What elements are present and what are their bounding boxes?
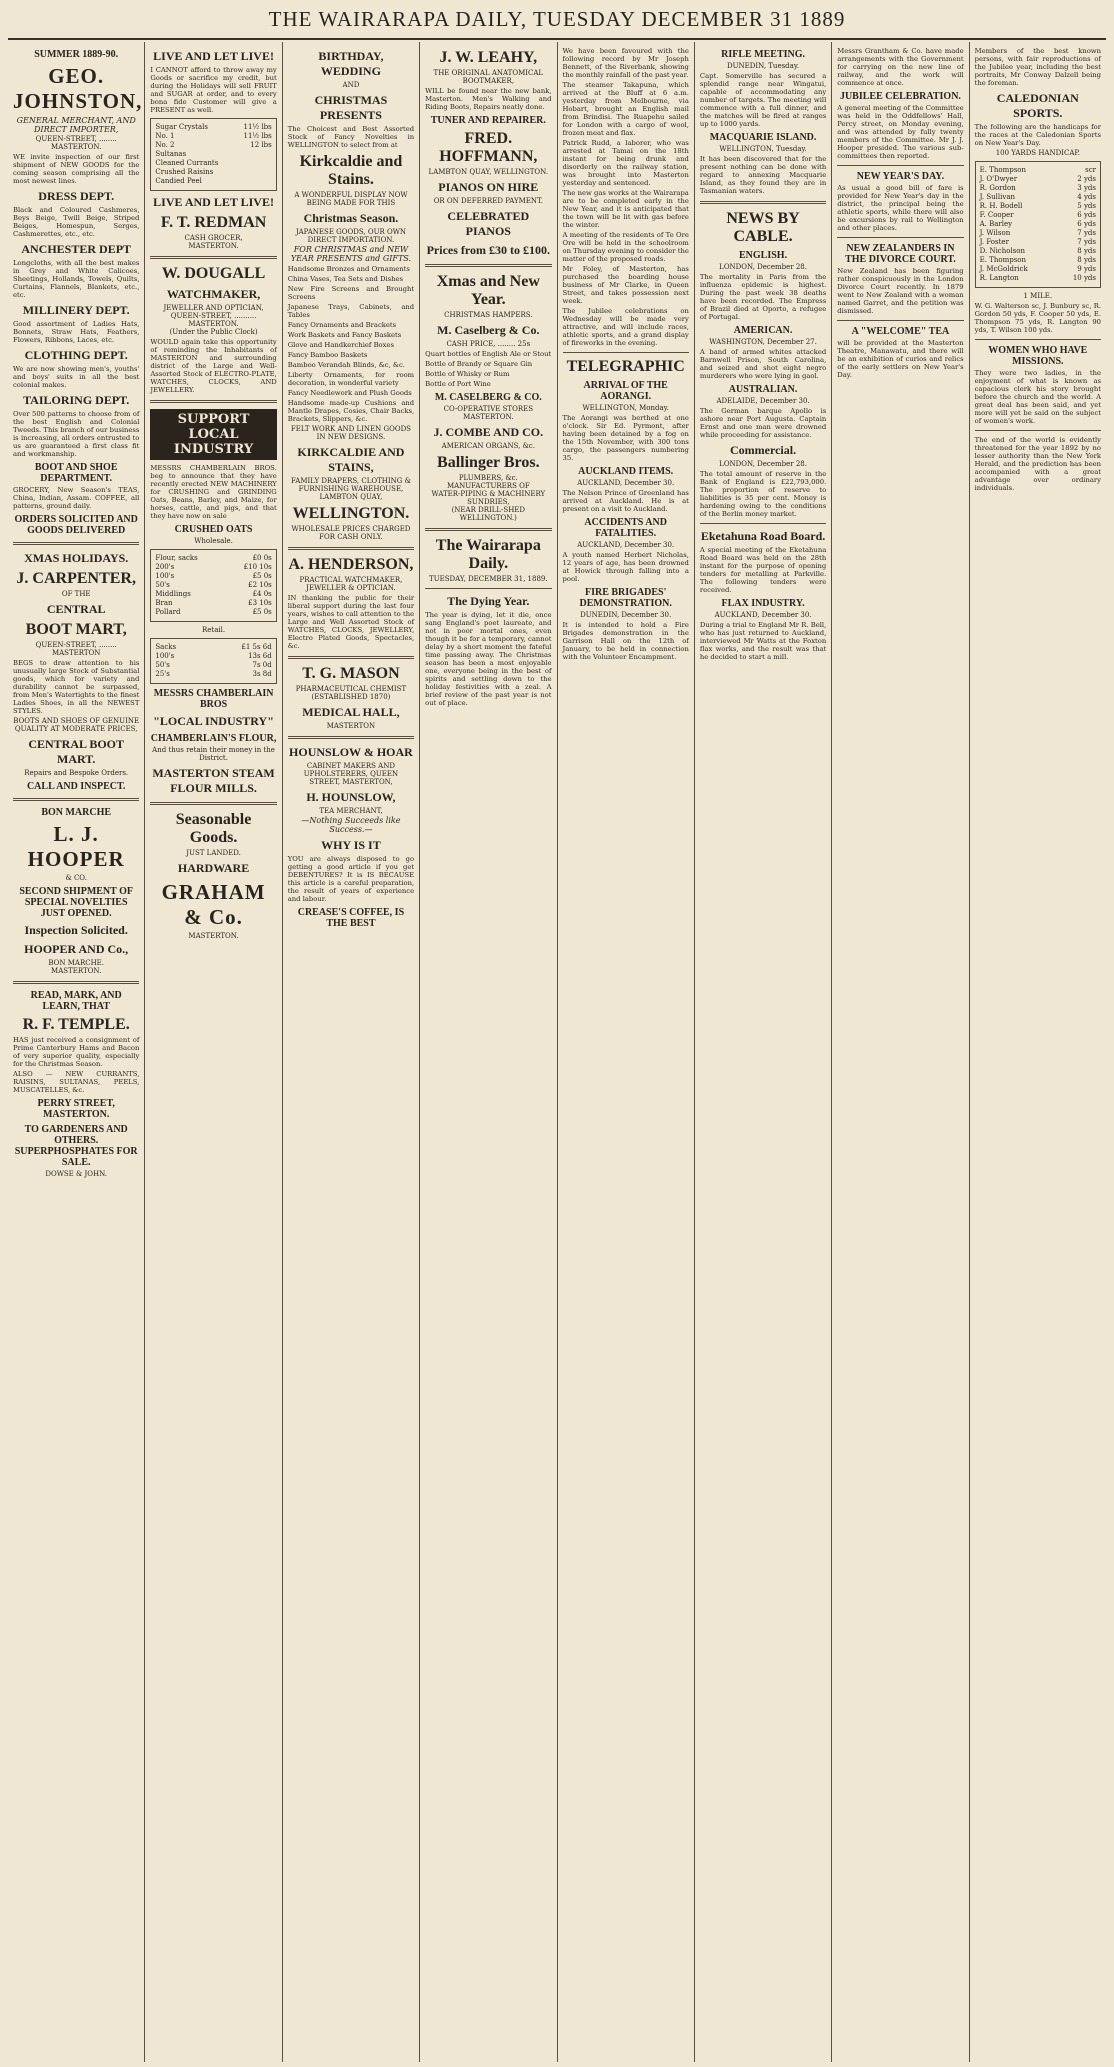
fire-text: It is intended to hold a Fire Brigades demonstration in the Garrison Hall on the 12th of January, to be held in connection with the Volunteer Encampment. xyxy=(562,621,689,661)
auckland-heading: AUCKLAND ITEMS. xyxy=(578,466,674,477)
macquarie-location: WELLINGTON, Tuesday. xyxy=(719,145,807,153)
arrival-text: The Aorangi was berthed at one o'clock. Sir Ed. Pyrmont, after having been detained by a fog on the 15th November, with 300 tons cargo, the passengers numbering 35. xyxy=(562,414,689,462)
divider xyxy=(563,352,689,353)
bon-marche-2: BON MARCHE. xyxy=(48,959,105,967)
table-row: F. Cooper 6 yds xyxy=(979,211,1096,219)
women-text: They were two ladies, in the enjoyment of what is known as capacious clerk his story brought before the church and the world. A great deal has been said, and yet more will yet be said on the subject of women's work. xyxy=(974,369,1101,425)
choicest-text: The Choicest and Best Assorted Stock of Fancy Novelties in WELLINGTON to select from at xyxy=(287,125,415,149)
leahy-text: WILL be found near the new bank, Masterton. Men's Walking and Riding Boots, Repairs neatly done. xyxy=(425,87,552,111)
celebrated-pianos: CELEBRATED PIANOS xyxy=(447,209,530,238)
price-row: Crushed Raisins xyxy=(155,168,214,176)
water-piping-line: WATER-PIPING & MACHINERY SUNDRIES, xyxy=(431,490,546,506)
price-row: 100's £5 0s xyxy=(155,572,272,580)
temple-also: ALSO — NEW CURRANTS, RAISINS, SULTANAS, PEELS, MUSCATELLES, &c. xyxy=(13,1070,140,1094)
caledonian-text: The following are the handicaps for the races at the Caledonian Sports on New Year's Day. xyxy=(974,123,1101,147)
divider xyxy=(425,588,551,589)
price-row: Sugar Crystals 11½ lbs xyxy=(155,123,272,131)
english-heading: ENGLISH. xyxy=(739,250,788,261)
macquarie-heading: MACQUARIE ISLAND. xyxy=(709,132,817,143)
dowse-john: DOWSE & JOHN. xyxy=(45,1170,108,1178)
lambton-quay: LAMBTON QUAY, xyxy=(319,493,383,501)
gift-item: Work Baskets and Fancy Baskets xyxy=(287,331,402,339)
cash-price: CASH PRICE, ........ 25s xyxy=(446,340,531,348)
coop-location: MASTERTON. xyxy=(463,413,514,421)
american-text: A band of armed whites attacked Barnwell Prison, South Carolina, and seized and shot eight negro murderers who were lying in gaol. xyxy=(699,348,827,380)
divorce-heading: NEW ZEALANDERS IN THE DIVORCE COURT. xyxy=(845,243,956,265)
henderson-name: A. HENDERSON, xyxy=(288,556,414,573)
hooper-name-2: HOOPER AND Co., xyxy=(24,942,129,956)
wholesale-note: WHOLESALE PRICES CHARGED FOR CASH ONLY. xyxy=(291,525,411,541)
commercial-text: The total amount of reserve in the Bank of England is £22,793,000. The proportion of reserve to liabilities is 35 per cent. Money is hardening owing to the conditions of the Berlin money market. xyxy=(699,470,827,518)
hooper-name: L. J. HOOPER xyxy=(27,822,125,871)
masthead xyxy=(0,0,1114,38)
hounslow-2-heading: H. HOUNSLOW, xyxy=(306,790,396,804)
price-row: Candied Peel xyxy=(155,177,202,185)
table-row: D. Nicholson 8 yds xyxy=(979,247,1096,255)
arrival-heading: ARRIVAL OF THE AORANGI. xyxy=(583,380,668,402)
auckland-text: The Nelson Prince of Greenland has arrived at Auckland. He is at present on a visit to Auckland. xyxy=(562,489,689,513)
commercial-heading: Commercial. xyxy=(730,443,797,457)
columns xyxy=(8,42,1106,2062)
merchant-subtitle: GENERAL MERCHANT, AND DIRECT IMPORTER, xyxy=(16,116,136,134)
call-inspect: CALL AND INSPECT. xyxy=(26,781,126,792)
hamper-item: Bottle of Brandy or Square Gin xyxy=(425,360,533,368)
central-boot-mart: CENTRAL BOOT MART. xyxy=(28,737,125,766)
graham-location: MASTERTON. xyxy=(188,932,239,940)
divider xyxy=(425,528,551,531)
henderson-subtitle: PRACTICAL WATCHMAKER, JEWELLER & OPTICIAN. xyxy=(299,576,403,592)
merchant-location: QUEEN-STREET, ........ MASTERTON. xyxy=(35,135,117,151)
news-by-cable-heading: NEWS BY CABLE. xyxy=(726,210,800,245)
family-drapers: FAMILY DRAPERS, CLOTHING & FURNISHING WAREHOUSE, xyxy=(291,477,411,493)
jubilee-text: A general meeting of the Committee was held in the Oddfellows' Hall, Percy street, on Monday evening, and was attended by fully twenty members of the Committee. Mr J. J. Hooper presided. The various sub-committees then reported. xyxy=(837,104,964,160)
handicaps-table xyxy=(975,161,1101,288)
mills-heading: MASTERTON STEAM FLOUR MILLS. xyxy=(152,766,275,795)
wholesale-label: Wholesale. xyxy=(194,537,233,545)
mason-location: MASTERTON xyxy=(326,722,376,730)
american-heading: AMERICAN. xyxy=(733,325,793,336)
manchester-heading: ANCHESTER DEPT xyxy=(21,242,132,256)
gift-item: New Fire Screens and Brought Screens xyxy=(287,285,415,301)
hounslow-subtitle: CABINET MAKERS AND UPHOLSTERERS, QUEEN STREET, MASTERTON, xyxy=(303,762,399,786)
kirkcaldie-heading-2: KIRKCALDIE AND STAINS, xyxy=(297,445,405,474)
welcome-text: will be provided at the Masterton Theatre, Manawatu, and there will be an exhibition of curios and relics of the early settlers on New Year's Day. xyxy=(837,339,964,379)
mile-text: W. G. Walterson sc, J. Bunbury sc, R. Gordon 50 yds, F. Cooper 50 yds, E. Thompson 75 yds, R. Langton 90 yds, T. Wilson 100 yds. xyxy=(974,302,1101,334)
dress-heading: DRESS DEPT. xyxy=(38,189,115,203)
leahy-subtitle: THE ORIGINAL ANATOMICAL BOOTMAKER, xyxy=(433,69,544,85)
bon-marche-heading: BON MARCHE xyxy=(41,807,112,818)
macquarie-text: It has been discovered that for the present nothing can be done with regard to annexing Macquarie Island, as they found they are in Tasmanian waters. xyxy=(699,155,827,195)
divider xyxy=(975,339,1101,340)
hamper-item: Bottle of Whisky or Rum xyxy=(425,370,510,378)
masthead-title: THE WAIRARAPA DAILY, TUESDAY DECEMBER 31 1889 xyxy=(268,7,846,31)
organs-line: AMERICAN ORGANS, &c. xyxy=(441,442,535,450)
news-item: The steamer Takapuna, which arrived at the Bluff at 6 a.m. yesterday from Melbourne, via Hobart, brought an English mail from Brindisi. The Ruapehu sailed for London with a cargo of wool, frozen meat and flax. xyxy=(562,81,689,137)
gift-item: Handsome made-up Cushions and Mantle Drapes, Cosies, Chair Backs, Brackets, Slippers, &c. xyxy=(287,399,415,423)
dougall-name: W. DOUGALL xyxy=(161,265,266,282)
price-row: Cleaned Currants xyxy=(155,159,219,167)
divider xyxy=(700,523,826,524)
divider xyxy=(288,547,414,550)
accidents-heading: ACCIDENTS AND FATALITIES. xyxy=(584,517,667,539)
table-row: R. Langton 10 yds xyxy=(979,274,1096,282)
divider xyxy=(700,201,826,204)
price-row: No. 1 11½ lbs xyxy=(155,132,272,140)
price-row: Bran £3 10s xyxy=(155,599,272,607)
divider xyxy=(13,542,139,545)
auckland-location: AUCKLAND, December 30. xyxy=(577,479,675,487)
american-location: WASHINGTON, December 27. xyxy=(709,338,817,346)
telegraphic-heading: TELEGRAPHIC xyxy=(566,358,685,375)
boot-mart-heading: BOOT MART, xyxy=(25,621,127,638)
boots-line: BOOTS AND SHOES OF GENUINE QUALITY AT MODERATE PRICES, xyxy=(13,717,140,733)
column-2 xyxy=(145,42,282,2062)
japanese-line: JAPANESE GOODS, OUR OWN DIRECT IMPORTATION. xyxy=(295,228,407,244)
divider xyxy=(975,430,1101,431)
news-item: The Jubilee celebrations on Wednesday will be made very attractive, and will include races, athletic sports, and a grand display of fireworks in the evening. xyxy=(562,307,689,347)
manchester-text: Longcloths, with all the best makes in Grey and White Calicoes, Sheetings, Hollands, Towels, Quilts, Curtains, Flannels, Blankets, etc., etc. xyxy=(13,259,140,299)
australian-location: ADELAIDE, December 30. xyxy=(716,397,810,405)
gift-item: Japanese Trays, Cabinets, and Tables xyxy=(287,303,415,319)
tailoring-heading: TAILORING DEPT. xyxy=(23,393,130,407)
crushed-oats: CRUSHED OATS xyxy=(174,524,253,535)
graham-name: GRAHAM & Co. xyxy=(161,880,266,929)
australian-text: The German barque Apollo is ashore near Port Augusta. Captain Ernst and one man were drowned while proceeding for assistance. xyxy=(699,407,827,439)
why-heading: WHY IS IT xyxy=(321,838,381,852)
boot-mart-text: BEGS to draw attention to his unusually large Stock of Substantial goods, which for variety and durability cannot be surpassed, from Men's Watertights to the finest Ladies Shoes, in all the NEWEST STYLES. xyxy=(13,659,140,715)
table-row: E. Thompson 8 yds xyxy=(979,256,1096,264)
read-mark-heading: READ, MARK, AND LEARN, THAT xyxy=(30,990,122,1012)
piano-prices: Prices from £30 to £100. xyxy=(426,243,551,257)
divider xyxy=(837,237,963,238)
news-item: Patrick Rudd, a laborer, who was arrested at Tamai on the 18th instant for being drunk and disorderly on the railway station, was brought into Masterton yesterday and sentenced. xyxy=(562,139,689,187)
dress-text: Black and Coloured Cashmeres, Beys Beige, Twill Beige, Striped Beiges, Homespun, Serges, Cashmerettes, etc., etc. xyxy=(13,206,140,238)
chamberlain-flour: CHAMBERLAIN'S FLOUR, xyxy=(150,733,277,744)
welcome-heading: A "WELCOME" TEA xyxy=(851,326,950,337)
table-row: R. H. Bodell 5 yds xyxy=(979,202,1096,210)
inspection-line: Inspection Solicited. xyxy=(24,923,128,937)
top-text: Members of the best known persons, with fair reproductions of the Jubilee year, including the best portraits, Mr Conway Dalzell being the foreman. xyxy=(974,47,1101,87)
merchant-name: GEO. JOHNSTON, xyxy=(13,64,143,113)
paper-date: TUESDAY, DECEMBER 31, 1889. xyxy=(429,575,548,583)
live-text: I CANNOT afford to throw away my Goods or sacrifice my credit, but during the Holidays will sell FRUIT and SUGAR at order, and to every bona fide Customer will give a PRESENT as well. xyxy=(150,66,277,114)
gift-item: China Vases, Tea Sets and Dishes xyxy=(287,275,403,283)
temple-name: R. F. TEMPLE. xyxy=(22,1016,130,1033)
editorial-heading: The Dying Year. xyxy=(447,594,530,608)
price-row: 50's £2 10s xyxy=(155,581,272,589)
table-row: J. Wilson 7 yds xyxy=(979,229,1096,237)
clothing-heading: CLOTHING DEPT. xyxy=(24,348,128,362)
news-item: A meeting of the residents of Te Ore Ore will be held in the schoolroom on Thursday evening to consider the matter of the proposed roads. xyxy=(562,231,689,263)
english-text: The mortality in Paris from the influenza epidemic is highest. During the past week 38 deaths have been recorded. The Empress of Brazil died at Oporto, a refugee of Portugal. xyxy=(699,273,827,321)
gift-item: Glove and Handkerchief Boxes xyxy=(287,341,394,349)
column-8 xyxy=(970,42,1106,2062)
redman-name: F. T. REDMAN xyxy=(160,214,267,231)
column-3 xyxy=(283,42,420,2062)
news-item: The new gas works at the Wairarapa are to be completed early in the New Year, and it is anticipated that the town will be lit with gas before the winter. xyxy=(562,189,689,229)
deferred-payment: OR ON DEFERRED PAYMENT. xyxy=(433,197,543,205)
christmas-heading: CHRISTMAS PRESENTS xyxy=(314,93,388,122)
column-1 xyxy=(8,42,145,2062)
perry-street: PERRY STREET, MASTERTON. xyxy=(37,1098,115,1120)
felt-line: FELT WORK AND LINEN GOODS IN NEW DESIGNS. xyxy=(290,425,411,441)
clothing-text: We are now showing men's, youths' and boys' suits in all the best colonial makes. xyxy=(13,365,140,389)
news-intro: We have been favoured with the following record by Mr Joseph Bennett, of the Riverbank, showing the monthly rainfall of the past year. xyxy=(562,47,689,79)
hampers-heading: CHRISTMAS HAMPERS. xyxy=(444,311,533,319)
wellington-heading: WELLINGTON. xyxy=(292,505,410,522)
hamper-item: Quart bottles of English Ale or Stout xyxy=(425,350,552,358)
gift-item: Bamboo Verandah Blinds, &c, &c. xyxy=(287,361,405,369)
xmas-heading: XMAS HOLIDAYS. xyxy=(24,551,129,565)
retail-prices xyxy=(150,638,276,684)
kirkcaldie-heading: Kirkcaldie and Stains. xyxy=(299,153,403,188)
flax-location: AUCKLAND, December 30. xyxy=(714,611,812,619)
plumbers-line: PLUMBERS, &c. xyxy=(458,474,518,482)
millinery-text: Good assortment of Ladies Hats, Bonnets, Straw Hats, Feathers, Flowers, Ribbons, Laces, etc. xyxy=(13,320,140,344)
board-text: A special meeting of the Eketahuna Road Board was held on the 28th instant for the purpose of opening tenders for metalling at Parkville. The following tenders were received. xyxy=(699,546,827,594)
nothing-succeeds: —Nothing Succeeds like Success.— xyxy=(301,816,401,834)
mason-established: (ESTABLISHED 1870) xyxy=(311,693,391,701)
column-5 xyxy=(558,42,695,2062)
price-row: No. 2 12 lbs xyxy=(155,141,272,149)
support-local-banner: SUPPORT LOCAL INDUSTRY xyxy=(150,409,276,460)
hooper-co: & CO. xyxy=(65,874,87,882)
for-xmas-line: FOR CHRISTMAS and NEW YEAR PRESENTS and GIFTS. xyxy=(290,245,412,263)
rifle-heading: RIFLE MEETING. xyxy=(721,49,806,60)
divider xyxy=(837,320,963,321)
column-6 xyxy=(695,42,832,2062)
temple-text: HAS just received a consignment of Prime Canterbury Hams and Bacon of very superior quality, especially for the Christmas Season. xyxy=(13,1036,140,1068)
price-row: Flour, sacks £0 0s xyxy=(155,554,272,562)
price-row: 25's 3s 8d xyxy=(155,670,272,678)
english-location: LONDON, December 28. xyxy=(719,263,807,271)
tailoring-text: Over 500 patterns to choose from of the best English and Colonial Tweeds. This branch of our business is increasing, all orders entrusted to us are guaranteed a first class fit and workmanship. xyxy=(13,410,140,458)
news-item: Mr Foley, of Masterton, has purchased the boarding house business of Mr Clarke, in Queen Street, and takes possession next week. xyxy=(562,265,689,305)
coop-stores: CO-OPERATIVE STORES xyxy=(443,405,534,413)
ballinger-name: Ballinger Bros. xyxy=(437,454,540,471)
hoffmann-name: FRED. HOFFMANN, xyxy=(439,130,538,165)
hamper-item: Bottle of Port Wine xyxy=(425,380,491,388)
caselberg-name: M. Caselberg & Co. xyxy=(437,323,540,337)
boot-mart-location: QUEEN-STREET, ........ MASTERTON xyxy=(35,641,117,657)
gift-item: Liberty Ornaments, for room decoration, in wonderful variety xyxy=(287,371,415,387)
divider xyxy=(288,656,414,659)
dougall-text: WOULD again take this opportunity of reminding the Inhabitants of MASTERTON and surrounding district of the Large and Well-Assorted Stock of ELECTRO-PLATE, WATCHES, CLOCKS, AND JEWELLERY. xyxy=(150,338,277,394)
wholesale-prices xyxy=(150,549,276,622)
manufacturers-line: MANUFACTURERS OF xyxy=(446,482,530,490)
pianos-hire: PIANOS ON HIRE xyxy=(438,180,539,194)
medical-hall: MEDICAL HALL, xyxy=(302,705,400,719)
divider xyxy=(150,802,276,805)
women-heading: WOMEN WHO HAVE MISSIONS. xyxy=(988,345,1088,367)
dougall-jeweller: JEWELLER AND OPTICIAN, xyxy=(163,304,264,312)
mason-subtitle: PHARMACEUTICAL CHEMIST xyxy=(295,685,407,693)
masthead-rule xyxy=(8,38,1106,40)
divider xyxy=(13,798,139,801)
merchant-intro: WE invite inspection of our first shipment of NEW GOODS for the coming season comprising all the most newest lines. xyxy=(13,153,140,185)
millinery-heading: MILLINERY DEPT. xyxy=(22,303,130,317)
grocery-text: GROCERY, New Season's TEAS, China, Indian, Assam. COFFEE, all patterns, ground daily. xyxy=(13,486,140,510)
divorce-text: New Zealand has been figuring rather conspicuously in the London Divorce Court recently. In 1879 went to New Zealand with a woman named Garret, and the petition was dismissed. xyxy=(837,267,964,315)
retain-line: And thus retain their money in the District. xyxy=(152,746,275,762)
hardware-heading: HARDWARE xyxy=(177,861,250,875)
paper-name: The Wairarapa Daily. xyxy=(435,537,541,572)
table-row: J. Sullivan 4 yds xyxy=(979,193,1096,201)
dougall-clock: (Under the Public Clock) xyxy=(169,328,258,336)
boot-dept-heading: BOOT AND SHOE DEPARTMENT. xyxy=(34,462,118,484)
price-row: Middlings £4 0s xyxy=(155,590,272,598)
retail-label: Retail. xyxy=(202,626,226,634)
shipment-heading: SECOND SHIPMENT OF SPECIAL NOVELTIES JUST OPENED. xyxy=(19,886,134,919)
combe-name: J. COMBE AND CO. xyxy=(433,425,544,439)
new-year-heading: NEW YEAR'S DAY. xyxy=(856,171,945,182)
sugar-prices xyxy=(150,118,276,191)
accidents-text: A youth named Herbert Nicholas, 12 years of age, has been drowned at Howick through falling into a pool. xyxy=(562,551,689,583)
coffee-line: CREASE'S COFFEE, IS THE BEST xyxy=(297,907,405,929)
divider xyxy=(288,736,414,739)
season-line: Christmas Season. xyxy=(303,211,399,225)
just-landed: JUST LANDED. xyxy=(186,849,241,857)
caselberg-name-2: M. CASELBERG & CO. xyxy=(434,392,542,403)
orders-line: ORDERS SOLICITED AND GOODS DELIVERED xyxy=(14,514,138,536)
column-7 xyxy=(832,42,969,2062)
table-row: J. McGoldrick 9 yds xyxy=(979,265,1096,273)
new-year-text: As usual a good bill of fare is provided for New Year's day in the district, the principal being the athletic sports, while there will also be excursions by rail to Wellington and other places. xyxy=(837,184,964,232)
editorial-text: The year is dying, let it die, once sang England's poet laureate, and not in poor mortal ones, even though it be for a temporary, cannot delay by a short moment the fateful time passing away. The Christmas season has been a most enjoyable one, everyone being in the best of spirits and settling down to the holiday festivities with a zeal. A brief review of the past year is not out of place. xyxy=(425,611,552,707)
redman-location: MASTERTON. xyxy=(188,242,239,250)
gardeners-heading: TO GARDENERS AND OTHERS. SUPERPHOSPHATES FOR SALE. xyxy=(14,1124,138,1168)
top-text: Messrs Grantham & Co. have made arrangements with the Government for carrying on the new line of railway, and the work will commence at once. xyxy=(837,47,964,87)
price-row: 200's £10 10s xyxy=(155,563,272,571)
xmas-new-year: Xmas and New Year. xyxy=(436,273,540,308)
price-row: Sultanas xyxy=(155,150,187,158)
tuner-heading: TUNER AND REPAIRER. xyxy=(430,115,546,126)
why-text: YOU are always disposed to go getting a good article if you get DEBENTURES? It is IS BECAUSE this article is a careful preparation, the result of years of experience and labour. xyxy=(287,855,415,903)
chamberlain-heading: MESSRS CHAMBERLAIN BROS xyxy=(153,688,274,710)
carpenter-central: CENTRAL xyxy=(46,602,106,616)
ballinger-location: (NEAR DRILL-SHED WELLINGTON.) xyxy=(451,506,526,522)
board-heading: Eketahuna Road Board. xyxy=(700,529,826,543)
caledonian-heading: CALEDONIAN SPORTS. xyxy=(996,91,1079,120)
support-text: MESSRS CHAMBERLAIN BROS. beg to announce that they have recently erected NEW MACHINERY for CRUSHING and GRINDING Oats, Beans, Barley, and Maize, for horses, cattle, and pigs, and that they have now on sale xyxy=(150,464,277,520)
divider xyxy=(13,981,139,984)
rifle-location: DUNEDIN, Tuesday. xyxy=(727,62,800,70)
henderson-text: IN thanking the public for their liberal support during the last four years, wishes to call attention to the Large and Well Assorted Stock of WATCHES, CLOCKS, JEWELLERY, Electro Plated Goods, Spectacles, &c. xyxy=(287,594,415,650)
table-row: J. O'Dwyer 2 yds xyxy=(979,175,1096,183)
divider xyxy=(425,264,551,267)
table-row: R. Gordon 3 yds xyxy=(979,184,1096,192)
table-row: A. Barley 6 yds xyxy=(979,220,1096,228)
gift-item: Fancy Bamboo Baskets xyxy=(287,351,368,359)
fire-heading: FIRE BRIGADES' DEMONSTRATION. xyxy=(579,587,672,609)
commercial-location: LONDON, December 28. xyxy=(719,460,807,468)
price-row: Sacks £1 5s 6d xyxy=(155,643,272,651)
arrival-location: WELLINGTON, Monday. xyxy=(582,404,669,412)
flax-text: During a trial to England Mr R. Bell, who has just returned to Auckland, interviewed Mr Watts at the Foxton flax works, and the result was that he decided to start a mill. xyxy=(699,621,827,661)
gift-item: Fancy Needlework and Plush Goods xyxy=(287,389,412,397)
dougall-location: QUEEN-STREET, .......... MASTERTON. xyxy=(170,312,257,328)
carpenter-name: J. CARPENTER, xyxy=(16,570,136,587)
gift-item: Fancy Ornaments and Brackets xyxy=(287,321,397,329)
fire-location: DUNEDIN, December 30. xyxy=(580,611,672,619)
hounslow-heading: HOUNSLOW & HOAR xyxy=(289,745,413,759)
carpenter-of-the: OF THE xyxy=(61,590,91,598)
redman-subtitle: CASH GROCER, xyxy=(184,234,243,242)
handicaps-heading: 100 YARDS HANDICAP. xyxy=(995,149,1080,157)
live-heading: LIVE AND LET LIVE! xyxy=(153,49,274,63)
accidents-location: AUCKLAND, December 30. xyxy=(577,541,675,549)
hooper-location: MASTERTON. xyxy=(51,967,102,975)
divider xyxy=(150,256,276,259)
column-4 xyxy=(420,42,557,2062)
table-row: J. Foster 7 yds xyxy=(979,238,1096,246)
divider xyxy=(150,400,276,403)
seasonable-heading: Seasonable Goods. xyxy=(175,811,252,846)
rifle-text: Capt. Somerville has secured a splendid range near Wingatui, capable of accommodating any number of targets. The meeting will commence with a full dinner, and the matches will be fired at ranges up to 1000 yards. xyxy=(699,72,827,128)
australian-heading: AUSTRALIAN. xyxy=(728,384,798,395)
mason-name: T. G. MASON xyxy=(302,665,400,682)
price-row: Pollard £5 0s xyxy=(155,608,272,616)
mile-heading: 1 MILE. xyxy=(1023,292,1053,300)
repairs-line: Repairs and Bespoke Orders. xyxy=(24,769,129,777)
hoffmann-location: LAMBTON QUAY, WELLINGTON. xyxy=(428,168,549,176)
flax-heading: FLAX INDUSTRY. xyxy=(721,598,805,609)
local-industry: "LOCAL INDUSTRY" xyxy=(153,714,274,728)
season-heading: SUMMER 1889-90. xyxy=(34,49,119,60)
price-row: 50's 7s 0d xyxy=(155,661,272,669)
gift-item: Handsome Bronzes and Ornaments xyxy=(287,265,410,273)
price-row: 100's 13s 6d xyxy=(155,652,272,660)
leahy-name: J. W. LEAHY, xyxy=(439,49,538,66)
display-line: A WONDERFUL DISPLAY NOW BEING MADE FOR THIS xyxy=(294,191,408,207)
divider xyxy=(837,165,963,166)
bottom-text: The end of the world is evidently threatened for the year 1892 by no lesser authority than the New York Herald, and the prediction has been accompanied with a great advantage over ordinary individuals. xyxy=(974,436,1101,492)
hounslow-2-subtitle: TEA MERCHANT, xyxy=(319,807,383,815)
live-heading-2: LIVE AND LET LIVE! xyxy=(153,195,274,209)
jubilee-heading: JUBILEE CELEBRATION. xyxy=(839,91,961,102)
dougall-watchmaker: WATCHMAKER, xyxy=(166,287,261,301)
birthday-heading: BIRTHDAY, WEDDING xyxy=(318,49,384,78)
table-row: E. Thompson scr xyxy=(979,166,1096,174)
and-line: AND xyxy=(342,81,360,89)
